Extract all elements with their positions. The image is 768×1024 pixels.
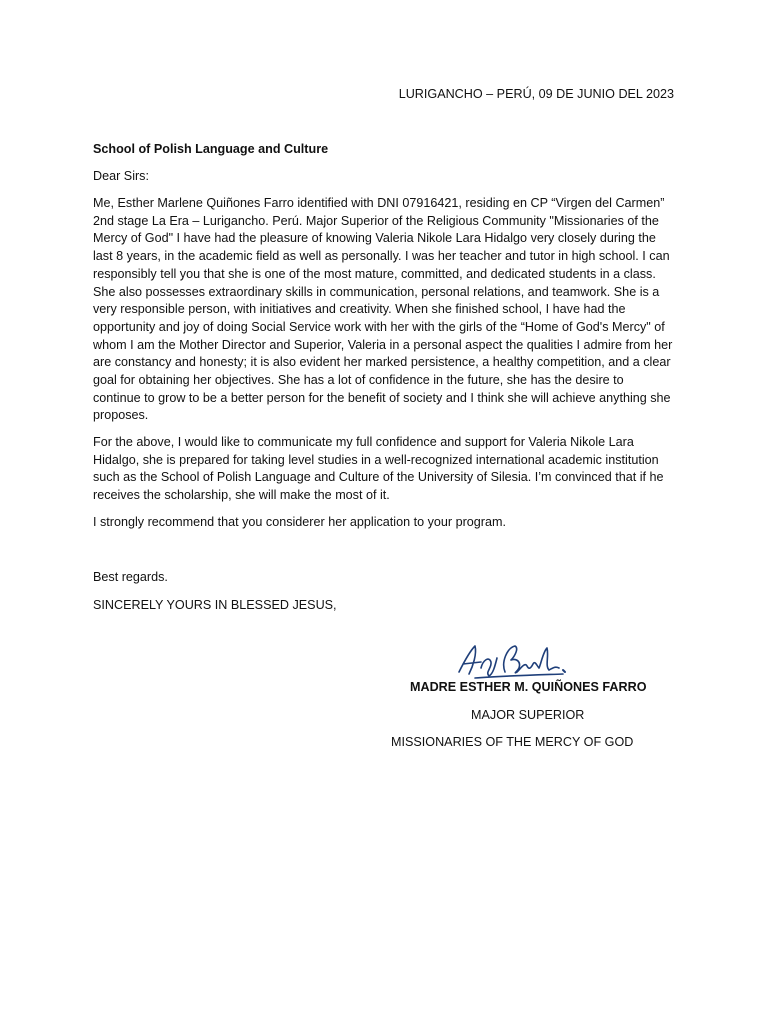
handwritten-signature xyxy=(455,638,570,680)
salutation: Dear Sirs: xyxy=(93,169,149,183)
recipient-name: School of Polish Language and Culture xyxy=(93,142,329,156)
valediction-line: SINCERELY YOURS IN BLESSED JESUS, xyxy=(93,598,337,612)
place-date-line: LURIGANCHO – PERÚ, 09 DE JUNIO DEL 2023 xyxy=(398,87,674,101)
signatory-organization: MISSIONARIES OF THE MERCY OF GOD xyxy=(391,735,634,749)
signatory-name: MADRE ESTHER M. QUIÑONES FARRO xyxy=(410,680,647,694)
closing-line: Best regards. xyxy=(93,570,168,584)
signatory-title: MAJOR SUPERIOR xyxy=(471,708,585,722)
body-paragraph-2: For the above, I would like to communicate my full confidence and support for Valeria Nikole Lara Hidalgo, she is prepared for taking level studies in a well-recognized international academic institution such as the School of Polish Language and Culture of the University of Silesia. I’m convinced that if he receives the scholarship, she will make the most of it. xyxy=(93,435,664,503)
body-paragraph-3: I strongly recommend that you considerer her application to your program. xyxy=(93,515,506,529)
body-paragraph-1: Me, Esther Marlene Quiñones Farro identified with DNI 07916421, residing en CP “Virgen del Carmen” 2nd stage La Era – Lurigancho. Perú. Major Superior of the Religious Community "Missionaries of the Mercy of God" I have had the pleasure of knowing Valeria Nikole Lara Hidalgo very closely during the last 8 years, in the academic field as well as personally. I was her teacher and tutor in high school. I can responsibly tell you that she is one of the most mature, committed, and dedicated students in a class. She also possesses extraordinary skills in communication, personal relations, and teamwork. She is a very responsible person, with initiatives and creativity. When she finished school, I have had the opportunity and joy of doing Social Service work with her with the girls of the “Home of God's Mercy" of whom I am the Mother Director and Superior, Valeria in a personal aspect the qualities I admire from her are constancy and honesty; it is also evident her marked persistence, a healthy competition, and a clear goal for obtaining her objectives. She has a lot of confidence in the future, she has the desire to continue to grow to be a better person for the benefit of society and I think she will achieve anything she proposes. xyxy=(93,196,673,423)
